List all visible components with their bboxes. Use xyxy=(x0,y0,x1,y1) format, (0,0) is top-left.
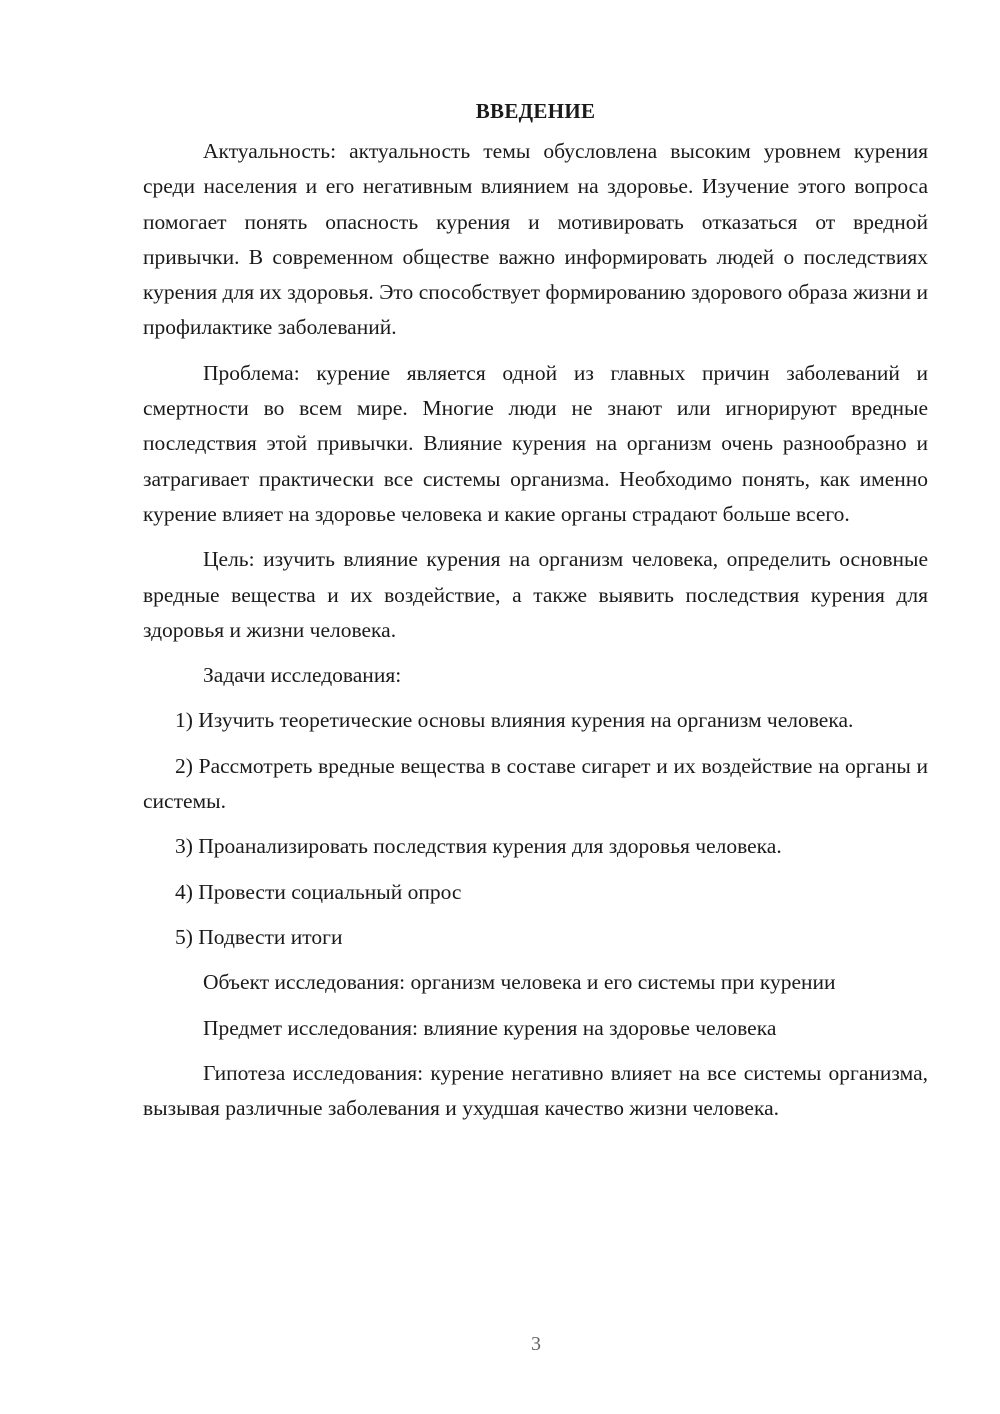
tasks-heading: Задачи исследования: xyxy=(203,663,402,688)
task-item: 1) Изучить теоретические основы влияния курения на организм человека. xyxy=(175,708,854,733)
paragraph-relevance: Актуальность: актуальность темы обусловлена высоким уровнем курения среди населения и его негативным влиянием на здоровье. Изучение этого вопроса помогает понять опасность курения и мотивировать отказаться от вредной привычки. В современном обществе важно информировать людей о последствиях курения для их здоровья. Это способствует формированию здорового образа жизни и профилактике заболеваний. xyxy=(143,139,928,340)
paragraph-goal: Цель: изучить влияние курения на организм человека, определить основные вредные вещества и их воздействие, а также выявить последствия курения для здоровья и жизни человека. xyxy=(143,547,928,642)
task-item: 2) Рассмотреть вредные вещества в составе сигарет и их воздействие на органы и системы. xyxy=(143,753,928,814)
paragraph-object: Объект исследования: организм человека и его системы при курении xyxy=(203,970,836,995)
task-item: 5) Подвести итоги xyxy=(175,924,343,949)
paragraph-problem: Проблема: курение является одной из главных причин заболеваний и смертности во всем мире. Многие люди не знают или игнорируют вредные последствия этой привычки. Влияние курения на организм очень разнообразно и затрагивает практически все системы организма. Необходимо понять, как именно курение влияет на здоровье человека и какие органы страдают больше всего. xyxy=(143,360,928,526)
page-title: ВВЕДЕНИЕ xyxy=(475,99,596,123)
task-item: 3) Проанализировать последствия курения для здоровья человека. xyxy=(175,834,782,859)
paragraph-subject: Предмет исследования: влияние курения на здоровье человека xyxy=(203,1015,777,1040)
document-page xyxy=(143,96,928,1136)
paragraph-hypothesis: Гипотеза исследования: курение негативно влияет на все системы организма, вызывая различные заболевания и ухудшая качество жизни человека. xyxy=(143,1060,928,1121)
task-item: 4) Провести социальный опрос xyxy=(175,879,462,904)
page-number: 3 xyxy=(531,1333,541,1355)
